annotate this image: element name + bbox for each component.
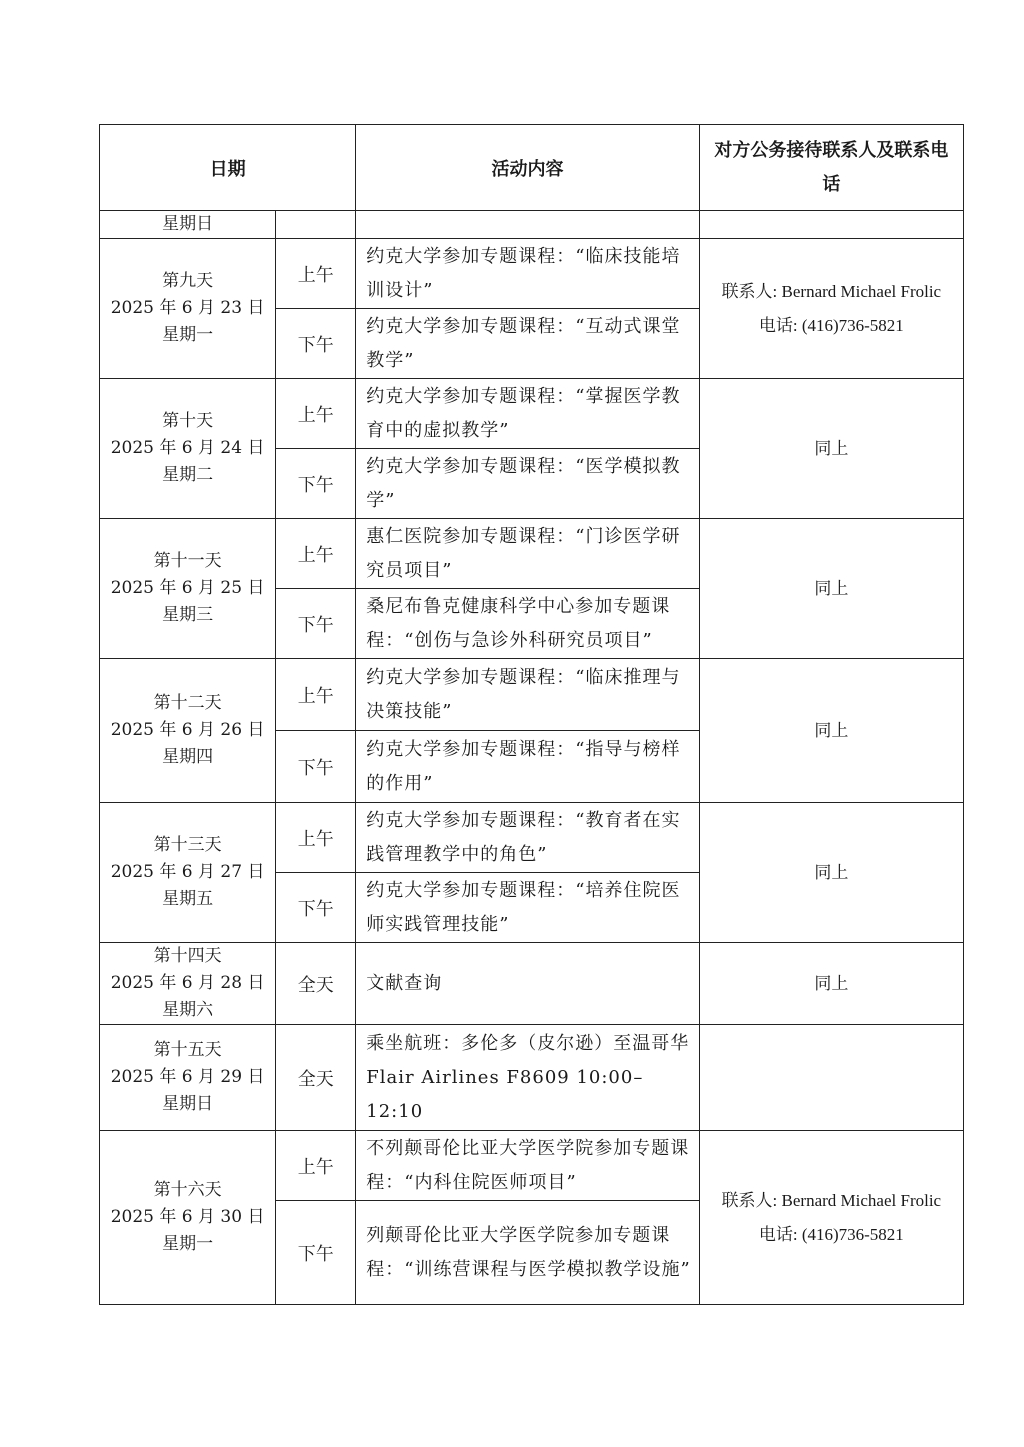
half-day-cell: 上午 <box>276 379 356 449</box>
date-cell <box>100 239 276 379</box>
contact-cell: 同上 <box>699 379 963 519</box>
activity-cell: 约克大学参加专题课程：“培养住院医师实践管理技能” <box>356 873 699 943</box>
contact-phone: 电话: (416)736-5821 <box>758 1224 904 1244</box>
contact-phone: 电话: (416)736-5821 <box>758 315 904 335</box>
contact-person: 联系人: Bernard Michael Frolic <box>721 1190 942 1210</box>
contact-cell <box>699 239 963 379</box>
half-day-cell: 下午 <box>276 1201 356 1305</box>
date-label: 2025 年 6 月 26 日 <box>110 720 265 740</box>
date-cell <box>100 659 276 803</box>
activity-cell: 约克大学参加专题课程：“互动式课堂教学” <box>356 309 699 379</box>
activity-cell: 约克大学参加专题课程：“医学模拟教学” <box>356 449 699 519</box>
table-row <box>100 1025 964 1131</box>
activity-cell: 约克大学参加专题课程：“临床技能培训设计” <box>356 239 699 309</box>
half-day-cell <box>276 211 356 239</box>
half-day-cell: 上午 <box>276 1131 356 1201</box>
activity-cell: 约克大学参加专题课程：“教育者在实践管理教学中的角色” <box>356 803 699 873</box>
day-label: 第十六天 <box>153 1180 222 1200</box>
table-row <box>100 211 964 239</box>
date-label: 2025 年 6 月 29 日 <box>110 1067 265 1087</box>
half-day-cell: 下午 <box>276 873 356 943</box>
date-cell <box>100 1025 276 1131</box>
half-day-cell: 全天 <box>276 943 356 1025</box>
half-day-cell: 上午 <box>276 239 356 309</box>
weekday: 星期一 <box>162 1234 214 1254</box>
day-label: 第十天 <box>162 411 214 431</box>
table-row <box>100 659 964 731</box>
table-row <box>100 943 964 1025</box>
date-cell <box>100 211 276 239</box>
contact-cell <box>699 1025 963 1131</box>
date-label: 2025 年 6 月 27 日 <box>110 862 265 882</box>
half-day-cell: 上午 <box>276 659 356 731</box>
date-label: 2025 年 6 月 28 日 <box>110 973 265 993</box>
weekday: 星期日 <box>162 214 214 234</box>
header-date: 日期 <box>100 125 356 211</box>
table-header-row <box>100 125 964 211</box>
activity-cell: 文献查询 <box>356 943 699 1025</box>
weekday: 星期一 <box>162 325 214 345</box>
weekday: 星期四 <box>162 747 214 767</box>
half-day-cell: 上午 <box>276 803 356 873</box>
day-label: 第十四天 <box>153 946 222 966</box>
activity-cell: 不列颠哥伦比亚大学医学院参加专题课程：“内科住院医师项目” <box>356 1131 699 1201</box>
contact-cell: 同上 <box>699 519 963 659</box>
contact-cell <box>699 1131 963 1305</box>
date-cell <box>100 519 276 659</box>
header-activity: 活动内容 <box>356 125 699 211</box>
half-day-cell: 上午 <box>276 519 356 589</box>
activity-cell: 惠仁医院参加专题课程：“门诊医学研究员项目” <box>356 519 699 589</box>
header-contact: 对方公务接待联系人及联系电话 <box>699 125 963 211</box>
table-row <box>100 519 964 589</box>
activity-cell <box>356 211 699 239</box>
activity-cell: 乘坐航班：多伦多（皮尔逊）至温哥华 Flair Airlines F8609 10:00–12:10 <box>356 1025 699 1131</box>
day-label: 第十二天 <box>153 693 222 713</box>
activity-cell: 桑尼布鲁克健康科学中心参加专题课程：“创伤与急诊外科研究员项目” <box>356 589 699 659</box>
date-label: 2025 年 6 月 24 日 <box>110 438 265 458</box>
contact-person: 联系人: Bernard Michael Frolic <box>721 281 942 301</box>
half-day-cell: 下午 <box>276 731 356 803</box>
day-label: 第十一天 <box>153 551 222 571</box>
weekday: 星期日 <box>162 1094 214 1114</box>
day-label: 第十三天 <box>153 835 222 855</box>
contact-cell: 同上 <box>699 803 963 943</box>
date-label: 2025 年 6 月 25 日 <box>110 578 265 598</box>
activity-cell: 约克大学参加专题课程：“掌握医学教育中的虚拟教学” <box>356 379 699 449</box>
activity-cell: 约克大学参加专题课程：“临床推理与决策技能” <box>356 659 699 731</box>
table-row <box>100 1131 964 1201</box>
half-day-cell: 全天 <box>276 1025 356 1131</box>
contact-cell <box>699 211 963 239</box>
contact-cell: 同上 <box>699 943 963 1025</box>
date-label: 2025 年 6 月 30 日 <box>110 1207 265 1227</box>
day-label: 第九天 <box>162 271 214 291</box>
activity-cell: 列颠哥伦比亚大学医学院参加专题课程：“训练营课程与医学模拟教学设施” <box>356 1201 699 1305</box>
table-row <box>100 379 964 449</box>
date-cell <box>100 803 276 943</box>
half-day-cell: 下午 <box>276 449 356 519</box>
weekday: 星期二 <box>162 465 214 485</box>
schedule-table <box>99 124 964 1305</box>
date-label: 2025 年 6 月 23 日 <box>110 298 265 318</box>
day-label: 第十五天 <box>153 1040 222 1060</box>
activity-cell: 约克大学参加专题课程：“指导与榜样的作用” <box>356 731 699 803</box>
table-row <box>100 239 964 309</box>
contact-cell: 同上 <box>699 659 963 803</box>
date-cell <box>100 379 276 519</box>
weekday: 星期三 <box>162 605 214 625</box>
date-cell <box>100 1131 276 1305</box>
weekday: 星期五 <box>162 889 214 909</box>
table-row <box>100 803 964 873</box>
half-day-cell: 下午 <box>276 589 356 659</box>
weekday: 星期六 <box>162 1000 214 1020</box>
half-day-cell: 下午 <box>276 309 356 379</box>
date-cell <box>100 943 276 1025</box>
